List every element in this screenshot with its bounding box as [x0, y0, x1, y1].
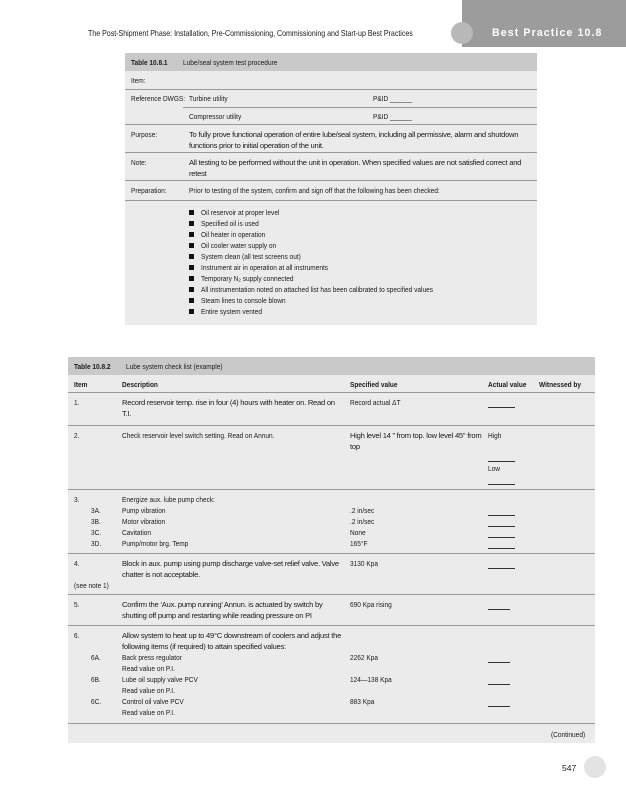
actual-value-blank	[488, 407, 515, 408]
actual-value-blank	[488, 537, 515, 538]
item-note: (see note 1)	[74, 581, 109, 590]
list-item: Instrument air in operation at all instruments	[201, 263, 329, 272]
sub-item-read-value: Read value on P.I.	[122, 686, 175, 695]
note-label: Note:	[131, 158, 147, 167]
specified-value: High level 14 ” from top. low level 45" from top	[350, 431, 482, 451]
actual-value-blank	[488, 548, 515, 549]
list-item: Oil heater in operation	[201, 230, 266, 239]
purpose-label: Purpose:	[131, 130, 158, 139]
row-divider	[183, 107, 537, 108]
row-divider	[68, 425, 595, 426]
bullet-square-icon	[189, 265, 194, 270]
specified-value: 690 Kpa rising	[350, 600, 392, 609]
sub-item-read-value: Read value on P.I.	[122, 708, 175, 717]
row-divider	[68, 489, 595, 490]
sub-item-code: 6B.	[91, 675, 101, 684]
actual-value-blank	[488, 684, 510, 685]
specified-value: Record actual ΔT	[350, 398, 401, 407]
description: Allow system to heat up to 49°C downstream of coolers and adjust the following items (if required) to attain specified values:	[122, 631, 342, 651]
specified-value: None	[350, 528, 366, 537]
description: Confirm the ‘Aux. pump running’ Annun. is actuated by switch by shutting off pump and restarting while reading pressure on PI	[122, 600, 323, 620]
reference-turbine: Turbine utility	[189, 94, 228, 103]
actual-value-blank	[488, 662, 510, 663]
actual-value-blank	[488, 609, 510, 610]
bullet-square-icon	[189, 276, 194, 281]
sub-item-code: 3B.	[91, 517, 101, 526]
actual-value-blank	[488, 526, 515, 527]
header-circle-decoration	[451, 22, 473, 44]
continued-label: (Continued)	[551, 730, 586, 739]
column-header-specified-value: Specified value	[350, 380, 398, 389]
item-label: Item:	[131, 76, 146, 85]
row-divider	[125, 152, 537, 153]
list-item: Temporary N₂ supply connected	[201, 274, 294, 283]
list-item: Entire system vented	[201, 307, 262, 316]
row-divider	[68, 392, 595, 393]
list-item: Steam lines to console blown	[201, 296, 286, 305]
list-item: System clean (all test screens out)	[201, 252, 301, 261]
sub-item-code: 6C.	[91, 697, 102, 706]
sub-item-description: Pump vibration	[122, 506, 166, 515]
sub-item-description: Back press regulator	[122, 653, 182, 662]
bullet-square-icon	[189, 309, 194, 314]
description: Block in aux. pump using pump discharge valve-set relief valve. Valve chatter is not acceptable.	[122, 559, 339, 579]
section-tab	[462, 0, 626, 47]
actual-value-low: Low	[488, 464, 500, 473]
reference-turbine-pid: P&ID ______	[373, 94, 412, 103]
item-number: 3.	[74, 495, 80, 504]
bullet-square-icon	[189, 243, 194, 248]
actual-value-high: High	[488, 431, 502, 440]
row-divider	[125, 89, 537, 90]
note-text: All testing to be performed without the unit in operation. When specified values are not satisfied correct and retest	[189, 158, 522, 178]
row-divider	[125, 180, 537, 181]
row-divider	[68, 723, 595, 724]
sub-item-code: 6A.	[91, 653, 101, 662]
sub-item-code: 3D.	[91, 539, 102, 548]
purpose-text: To fully prove functional operation of entire lube/seal system, including all permissive, alarm and shutdown functions prior to initial operation of the unit.	[189, 130, 519, 150]
row-divider	[68, 594, 595, 595]
table-caption-number: Table 10.8.2	[74, 362, 111, 371]
reference-compressor-pid: P&ID ______	[373, 112, 412, 121]
page-number: 547	[562, 763, 577, 773]
specified-value: .2 in/sec	[350, 506, 375, 515]
column-header-actual-value: Actual value	[488, 380, 527, 389]
specified-value: 165°F	[350, 539, 368, 548]
bullet-square-icon	[189, 221, 194, 226]
table-lube-seal-test-procedure	[125, 53, 537, 325]
item-number: 5.	[74, 600, 80, 609]
specified-value: .2 in/sec	[350, 517, 375, 526]
section-label: Best Practice 10.8	[492, 27, 603, 39]
sub-item-read-value: Read value on P.I.	[122, 664, 175, 673]
actual-value-blank	[488, 484, 515, 485]
column-header-description: Description	[122, 380, 158, 389]
running-title: The Post-Shipment Phase: Installation, Pre-Commissioning, Commissioning and Start-up Best Practices	[88, 29, 413, 38]
description: Check reservoir level switch setting. Read on Annun.	[122, 431, 275, 440]
description: Record reservoir temp. rise in four (4) hours with heater on. Read on T.I.	[122, 398, 335, 418]
footer-circle-decoration	[584, 756, 606, 778]
row-divider	[125, 200, 537, 201]
table-lube-system-check-list	[68, 357, 595, 743]
sub-item-description: Cavitation	[122, 528, 152, 537]
specified-value: 883 Kpa	[350, 697, 375, 706]
sub-item-code: 3C.	[91, 528, 102, 537]
list-item: Oil reservoir at proper level	[201, 208, 280, 217]
column-header-item: Item	[74, 380, 88, 389]
table-caption-number: Table 10.8.1	[131, 58, 168, 67]
sub-item-description: Control oil valve PCV	[122, 697, 184, 706]
description: Energize aux. lube pump check:	[122, 495, 215, 504]
item-number: 1.	[74, 398, 80, 407]
item-number: 2.	[74, 431, 80, 440]
reference-label: Reference DWGS:	[131, 94, 186, 103]
list-item: Oil cooler water supply on	[201, 241, 277, 250]
actual-value-blank	[488, 706, 510, 707]
actual-value-blank	[488, 568, 515, 569]
reference-compressor: Compressor utility	[189, 112, 242, 121]
sub-item-description: Lube oil supply valve PCV	[122, 675, 198, 684]
preparation-text: Prior to testing of the system, confirm and sign off that the following has been checked:	[189, 186, 440, 195]
item-number: 6.	[74, 631, 80, 640]
row-divider	[68, 553, 595, 554]
bullet-square-icon	[189, 298, 194, 303]
specified-value: 3130 Kpa	[350, 559, 378, 568]
item-number: 4.	[74, 559, 80, 568]
preparation-label: Preparation:	[131, 186, 167, 195]
list-item: Specified oil is used	[201, 219, 259, 228]
bullet-square-icon	[189, 210, 194, 215]
row-divider	[125, 124, 537, 125]
table-caption-text: Lube system check list (example)	[126, 362, 223, 371]
sub-item-description: Motor vibration	[122, 517, 166, 526]
row-divider	[68, 625, 595, 626]
specified-value: 124—138 Kpa	[350, 675, 392, 684]
bullet-square-icon	[189, 232, 194, 237]
sub-item-code: 3A.	[91, 506, 101, 515]
sub-item-description: Pump/motor brg. Temp	[122, 539, 189, 548]
specified-value: 2262 Kpa	[350, 653, 378, 662]
table-caption-text: Lube/seal system test procedure	[183, 58, 278, 67]
bullet-square-icon	[189, 254, 194, 259]
actual-value-blank	[488, 461, 515, 462]
column-header-witnessed-by: Witnessed by	[539, 380, 582, 389]
bullet-square-icon	[189, 287, 194, 292]
actual-value-blank	[488, 515, 515, 516]
list-item: All instrumentation noted on attached list has been calibrated to specified values	[201, 285, 433, 294]
